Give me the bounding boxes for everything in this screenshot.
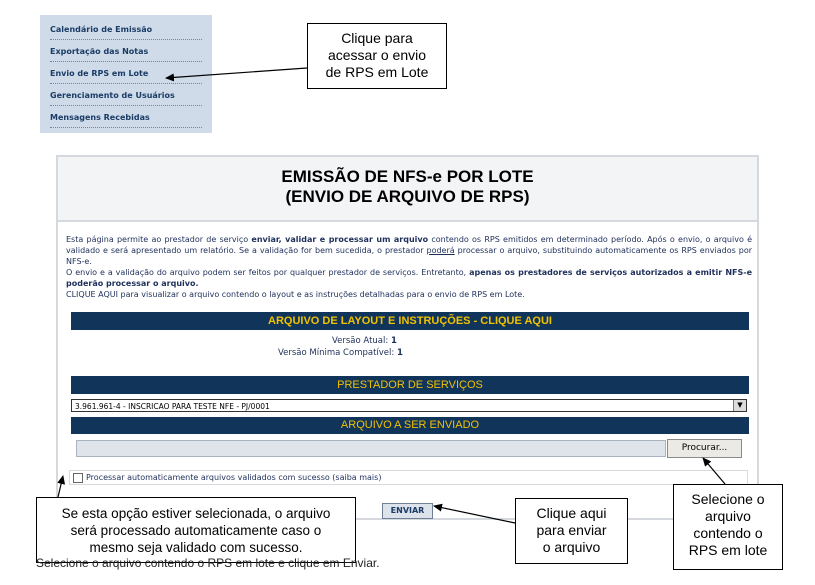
layout-instructions-link[interactable]: ARQUIVO DE LAYOUT E INSTRUÇÕES - CLIQUE AQUI	[71, 312, 749, 330]
min-compatible-version: Versão Mínima Compatível: 1	[278, 348, 403, 358]
callout-browse-line2: arquivo	[705, 508, 751, 524]
callout-menu-line2: acessar o envio	[327, 47, 427, 63]
page-header	[58, 157, 757, 222]
menu-item-exportacao[interactable]: Exportação das Notas	[50, 43, 202, 62]
callout-browse-line1: Selecione o	[691, 491, 765, 507]
provider-select[interactable]	[71, 399, 747, 412]
provider-section-header: PRESTADOR DE SERVIÇOS	[71, 376, 749, 394]
batch-upload-form	[56, 155, 759, 520]
callout-checkbox-line3: mesmo seja validado com sucesso.	[89, 540, 303, 555]
callout-browse	[673, 484, 783, 570]
callout-checkbox-line2: será processado automaticamente caso o	[70, 523, 322, 538]
callout-checkbox	[36, 497, 356, 563]
page-subtitle: (ENVIO DE ARQUIVO DE RPS)	[285, 187, 530, 206]
file-path-input[interactable]	[76, 440, 666, 457]
description-paragraph-2: O envio e a validação do arquivo podem ser feitos por qualquer prestador de serviços. Entretanto, apenas os prestadores de serviços autorizados a emitir NFS-e poderão processar o arquivo.	[66, 268, 752, 288]
menu-item-mensagens[interactable]: Mensagens Recebidas	[50, 109, 202, 128]
description	[66, 234, 752, 300]
callout-send-line2: para enviar	[536, 522, 607, 538]
current-version: Versão Atual: 1	[332, 336, 397, 346]
send-button[interactable]: ENVIAR	[382, 503, 433, 519]
callout-menu-line3: de RPS em Lote	[325, 64, 429, 80]
page-title: EMISSÃO DE NFS-e POR LOTE	[281, 167, 534, 186]
callout-menu-line1: Clique para	[341, 30, 413, 46]
menu-item-gerenciamento-usuarios[interactable]: Gerenciamento de Usuários	[50, 87, 202, 106]
callout-browse-line4: RPS em lote	[688, 542, 768, 558]
chevron-down-icon[interactable]: ▼	[733, 400, 746, 411]
auto-process-label[interactable]: Processar automaticamente arquivos validados com sucesso (saiba mais)	[86, 473, 382, 482]
description-paragraph-1: Esta página permite ao prestador de serviço enviar, validar e processar um arquivo contendo os RPS emitidos em determinado período. Após o envio, o arquivo é validado e será apresentado um relatório. Se a validação for bem sucedida, o prestador poderá processar o arquivo, substituindo automaticamente os RPS enviados por NFS-e.	[66, 235, 753, 266]
file-section-header: ARQUIVO A SER ENVIADO	[71, 417, 749, 434]
callout-browse-line3: contendo o	[693, 525, 763, 541]
callout-menu	[307, 23, 447, 89]
auto-process-row	[69, 470, 748, 485]
callout-send	[515, 498, 628, 564]
browse-button[interactable]: Procurar...	[667, 439, 742, 458]
callout-checkbox-line1: Se esta opção estiver selecionada, o arquivo	[61, 506, 331, 521]
menu-item-envio-rps-lote[interactable]: Envio de RPS em Lote	[50, 65, 202, 84]
footer-instructions: Selecione o arquivo contendo o RPS em lote e clique em Enviar.	[36, 556, 380, 570]
auto-process-checkbox[interactable]	[73, 473, 83, 483]
provider-select-value: 3.961.961-4 - INSCRICAO PARA TESTE NFE - PJ/0001	[75, 402, 270, 411]
sidebar-menu	[40, 15, 212, 133]
callout-send-line1: Clique aqui	[536, 505, 607, 521]
menu-item-calendario[interactable]: Calendário de Emissão	[50, 21, 202, 40]
description-layout-link[interactable]: CLIQUE AQUI para visualizar o arquivo contendo o layout e as instruções detalhadas para o envio de RPS em Lote.	[66, 290, 525, 299]
callout-send-line3: o arquivo	[542, 539, 601, 555]
